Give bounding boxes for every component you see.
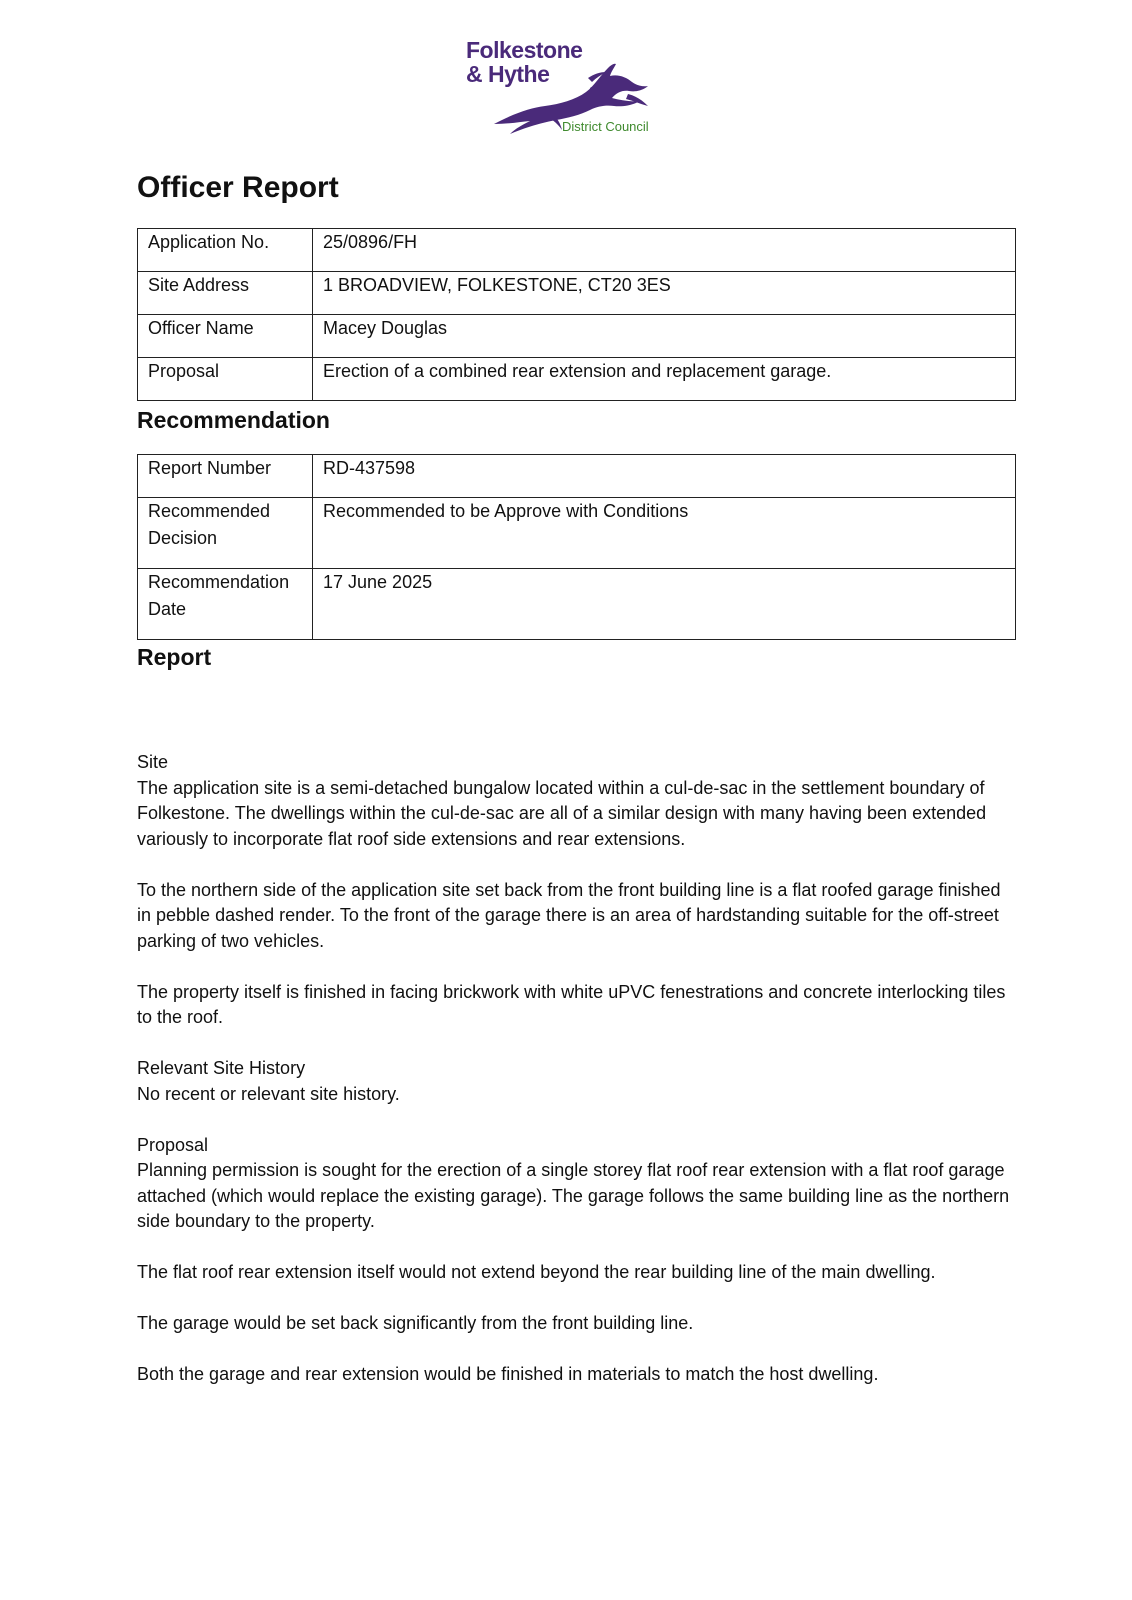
table-row xyxy=(138,358,1016,401)
proposal-paragraph-1: Planning permission is sought for the erection of a single storey flat roof rear extension with a flat roof garage attached (which would replace the existing garage). The garage follows the same building line as the northern side boundary to the property. xyxy=(137,1160,1010,1231)
report-heading: Report xyxy=(137,644,212,670)
logo-text-line1: Folkestone xyxy=(466,37,583,63)
site-paragraph-1: The application site is a semi-detached bungalow located within a cul-de-sac in the settlement boundary of Folkestone. The dwellings within the cul-de-sac are all of a similar design with many having been extended variously to incorporate flat roof side extensions and rear extensions. xyxy=(137,777,987,849)
row-value: Macey Douglas xyxy=(313,315,1016,358)
page-title: Officer Report xyxy=(137,171,339,204)
table-row xyxy=(138,315,1016,358)
proposal-paragraph-3: The garage would be set back significantly from the front building line. xyxy=(137,1313,694,1333)
council-logo xyxy=(466,38,666,138)
site-paragraph-2: To the northern side of the application site set back from the front building line is a flat roofed garage finished in pebble dashed render. To the front of the garage there is an area of hardstanding suitable for the off-street parking of two vehicles. xyxy=(137,879,1001,951)
site-subheading: Site xyxy=(137,752,169,772)
application-details-table xyxy=(137,228,1016,401)
table-row xyxy=(138,229,1016,272)
proposal-paragraph-4: Both the garage and rear extension would be finished in materials to match the host dwelling. xyxy=(137,1364,879,1384)
recommendation-table xyxy=(137,454,1016,640)
logo-text-line2: & Hythe xyxy=(466,61,550,87)
row-value: 25/0896/FH xyxy=(313,229,1016,272)
table-row xyxy=(138,498,1016,569)
history-subheading: Relevant Site History xyxy=(137,1058,306,1078)
logo-text-line3: District Council xyxy=(562,119,649,134)
row-value: 17 June 2025 xyxy=(313,569,1016,640)
row-value: RD-437598 xyxy=(313,455,1016,498)
row-label: Report Number xyxy=(138,455,313,498)
row-label: Application No. xyxy=(138,229,313,272)
table-row xyxy=(138,272,1016,315)
table-row xyxy=(138,569,1016,640)
history-paragraph: No recent or relevant site history. xyxy=(137,1083,400,1104)
row-label: Officer Name xyxy=(138,315,313,358)
row-label: Site Address xyxy=(138,272,313,315)
proposal-paragraph-2: The flat roof rear extension itself would not extend beyond the rear building line of the main dwelling. xyxy=(137,1262,936,1282)
row-value: 1 BROADVIEW, FOLKESTONE, CT20 3ES xyxy=(313,272,1016,315)
report-body xyxy=(137,750,1017,1413)
table-row xyxy=(138,455,1016,498)
site-paragraph-3: The property itself is finished in facing brickwork with white uPVC fenestrations and concrete interlocking tiles to the roof. xyxy=(137,981,1006,1027)
row-value: Recommended to be Approve with Conditions xyxy=(313,498,1016,569)
row-label: Recommended Decision xyxy=(138,498,313,569)
row-label: Recommendation Date xyxy=(138,569,313,640)
row-value: Erection of a combined rear extension and replacement garage. xyxy=(313,358,1016,401)
recommendation-heading: Recommendation xyxy=(137,407,330,433)
row-label: Proposal xyxy=(138,358,313,401)
proposal-subheading: Proposal xyxy=(137,1134,209,1155)
